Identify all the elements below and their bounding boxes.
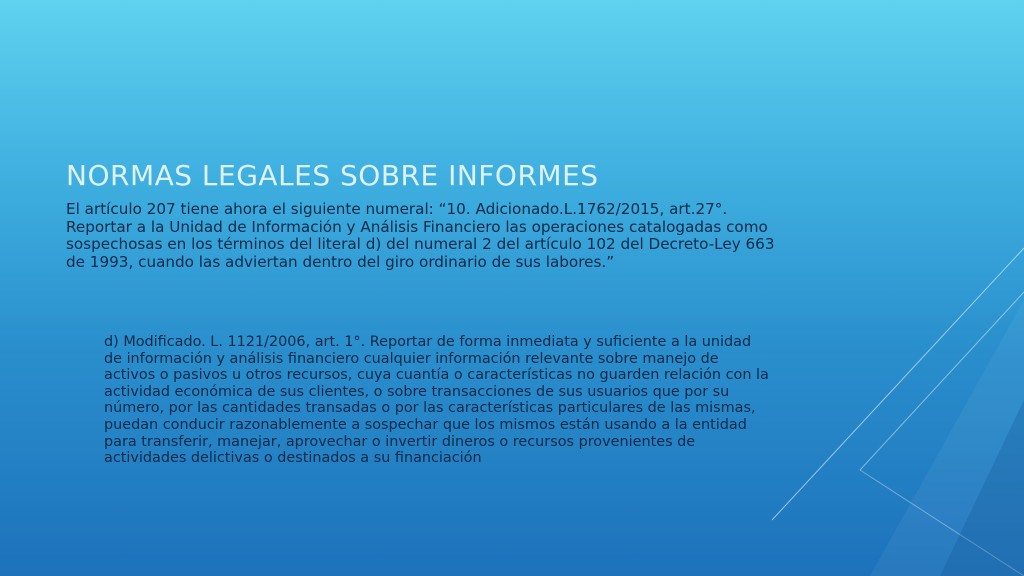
sub-paragraph: d) Modificado. L. 1121/2006, art. 1°. Reportar de forma inmediata y suficiente a la unidad de información y análisis financiero cualquier información relevante sobre manejo de activos o pasivos u otros recursos, cuya cuantía o características no guarden relación con la actividad económica de sus clientes, o sobre transacciones de sus usuarios que por su número, por las cantidades transadas o por las características particulares de las mismas, puedan conducir razonablemente a sospechar que los mismos están usando a la entidad para transferir, manejar, aprovechar o invertir dineros o recursos provenientes de actividades delictivas o destinados a su financiación [104,334,769,467]
slide-title: NORMAS LEGALES SOBRE INFORMES [66,159,599,192]
main-paragraph: El artículo 207 tiene ahora el siguiente numeral: “10. Adicionado.L.1762/2015, art.27°. Reportar a la Unidad de Información y Análisis Financiero las operaciones catalogadas como sospechosas en los términos del literal d) del numeral 2 del artículo 102 del Decreto-Ley 663 de 1993, cuando las adviertan dentro del giro ordinario de sus labores.” [66,200,775,271]
